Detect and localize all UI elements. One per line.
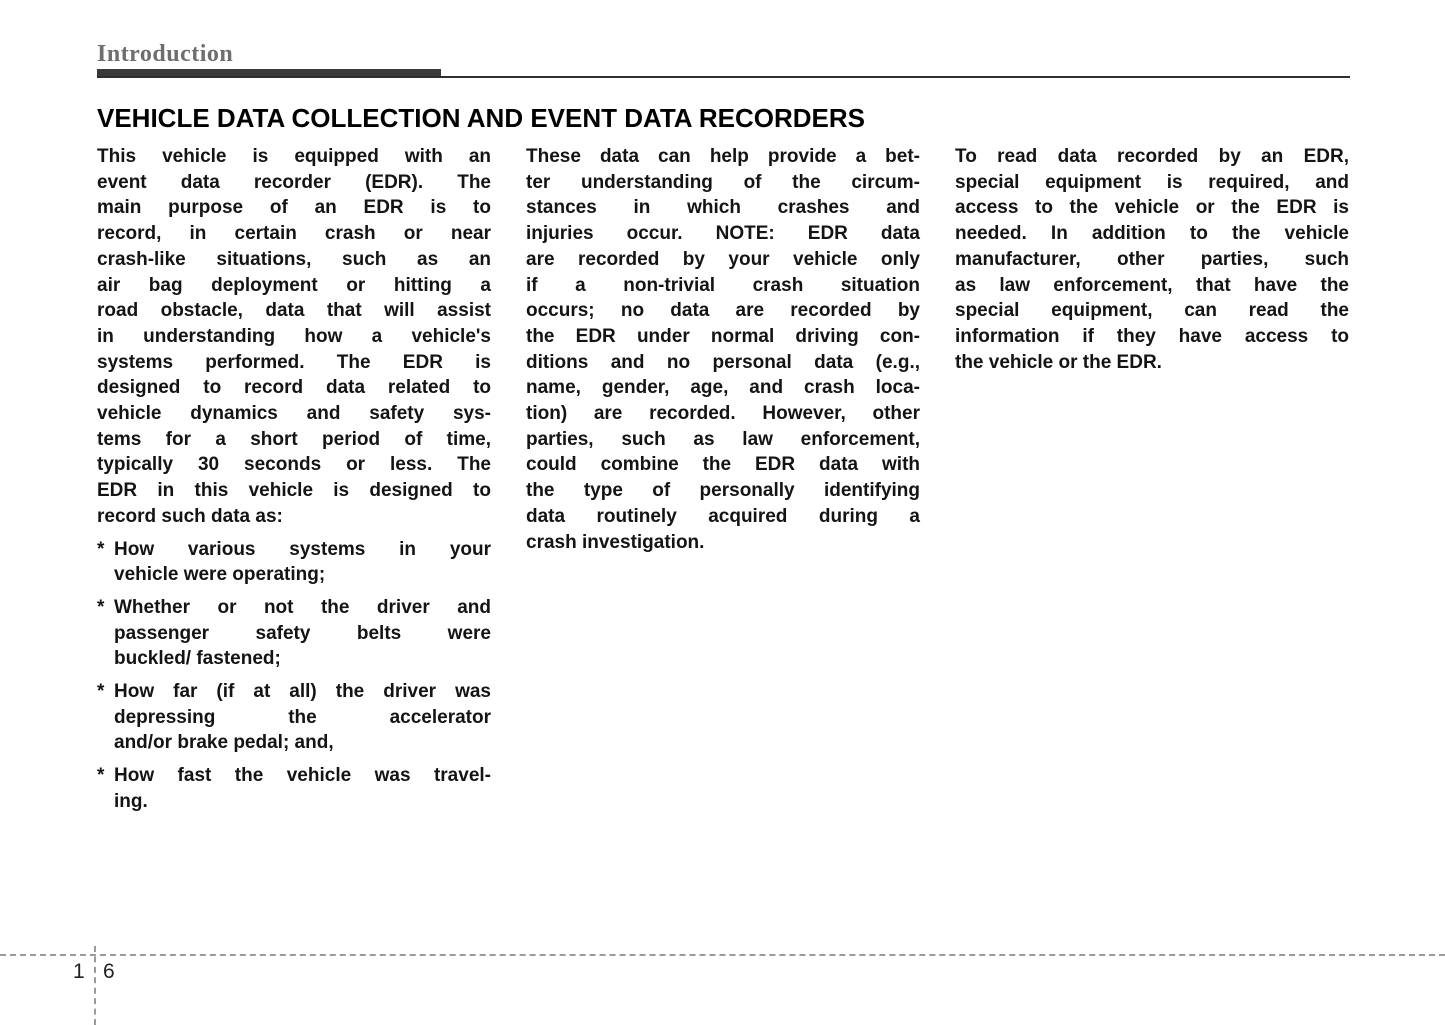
header-rule-thin — [97, 76, 1350, 78]
text-line: EDR in this vehicle is designed to — [97, 480, 491, 502]
text-line: needed. In addition to the vehicle — [955, 223, 1349, 245]
bullet-list — [97, 537, 491, 815]
bullet-marker: * — [97, 681, 105, 703]
text-line: if a non-trivial crash situation — [526, 274, 920, 296]
text-line: Whether or not the driver and — [114, 596, 491, 618]
page-number: 6 — [103, 960, 115, 983]
text-line: tems for a short period of time, — [97, 428, 491, 450]
text-line: the vehicle or the EDR. — [955, 351, 1162, 373]
text-line: occurs; no data are recorded by — [526, 300, 920, 322]
text-line: record, in certain crash or near — [97, 223, 491, 245]
column-2 — [526, 144, 920, 822]
text-line: crash-like situations, such as an — [97, 248, 491, 270]
text-line: These data can help provide a bet- — [526, 146, 920, 167]
footer-dashed-line — [0, 954, 1445, 956]
bullet-text — [114, 537, 491, 588]
bullet-item — [97, 679, 491, 756]
text-line: name, gender, age, and crash loca- — [526, 377, 920, 399]
text-line: To read data recorded by an EDR, — [955, 146, 1349, 167]
text-line: passenger safety belts were — [114, 622, 491, 644]
text-line: depressing the accelerator — [114, 706, 491, 728]
chapter-number: 1 — [73, 960, 85, 983]
text-line: data routinely acquired during a — [526, 505, 920, 527]
text-line: main purpose of an EDR is to — [97, 197, 491, 219]
text-line: information if they have access to — [955, 325, 1349, 347]
bullet-marker: * — [97, 596, 105, 618]
text-line: in understanding how a vehicle's — [97, 325, 491, 347]
text-line: How fast the vehicle was travel- — [114, 765, 491, 787]
text-line: parties, such as law enforcement, — [526, 428, 920, 450]
paragraph — [97, 144, 491, 530]
text-line: and/or brake pedal; and, — [114, 732, 334, 754]
text-line: are recorded by your vehicle only — [526, 248, 920, 270]
text-line: air bag deployment or hitting a — [97, 274, 491, 296]
text-line: crash investigation. — [526, 531, 705, 553]
text-line: the type of personally identifying — [526, 480, 920, 502]
bullet-marker: * — [97, 538, 105, 560]
text-line: could combine the EDR data with — [526, 454, 920, 476]
text-line: How various systems in your — [114, 538, 491, 560]
text-line: systems performed. The EDR is — [97, 351, 491, 373]
column-1 — [97, 144, 491, 822]
text-line: typically 30 seconds or less. The — [97, 454, 491, 476]
text-line: ter understanding of the circum- — [526, 171, 920, 193]
text-line: tion) are recorded. However, other — [526, 403, 920, 425]
text-line: road obstacle, data that will assist — [97, 300, 491, 322]
bullet-marker: * — [97, 765, 105, 787]
bullet-item — [97, 595, 491, 672]
paragraph — [955, 144, 1349, 375]
bullet-text — [114, 595, 491, 672]
text-line: ditions and no personal data (e.g., — [526, 351, 920, 373]
text-line: injuries occur. NOTE: EDR data — [526, 223, 920, 245]
text-line: the EDR under normal driving con- — [526, 325, 920, 347]
text-line: record such data as: — [97, 505, 283, 527]
text-line: stances in which crashes and — [526, 197, 920, 219]
text-line: manufacturer, other parties, such — [955, 248, 1349, 270]
bullet-item — [97, 763, 491, 814]
text-line: designed to record data related to — [97, 377, 491, 399]
section-label: Introduction — [97, 41, 234, 67]
text-line: special equipment, can read the — [955, 300, 1349, 322]
text-line: event data recorder (EDR). The — [97, 171, 491, 193]
text-line: vehicle dynamics and safety sys- — [97, 403, 491, 425]
text-line: This vehicle is equipped with an — [97, 146, 491, 167]
text-line: as law enforcement, that have the — [955, 274, 1349, 296]
text-line: ing. — [114, 790, 148, 812]
text-line: buckled/ fastened; — [114, 648, 281, 670]
paragraph — [526, 144, 920, 555]
text-columns — [97, 144, 1350, 822]
text-line: special equipment is required, and — [955, 171, 1349, 193]
text-line: vehicle were operating; — [114, 564, 326, 586]
footer-crop-mark — [94, 946, 96, 1025]
text-line: How far (if at all) the driver was — [114, 681, 491, 703]
text-line: access to the vehicle or the EDR is — [955, 197, 1349, 219]
column-3 — [955, 144, 1349, 822]
bullet-item — [97, 537, 491, 588]
bullet-text — [114, 763, 491, 814]
page-title: VEHICLE DATA COLLECTION AND EVENT DATA RECORDERS — [97, 103, 865, 133]
bullet-text — [114, 679, 491, 756]
